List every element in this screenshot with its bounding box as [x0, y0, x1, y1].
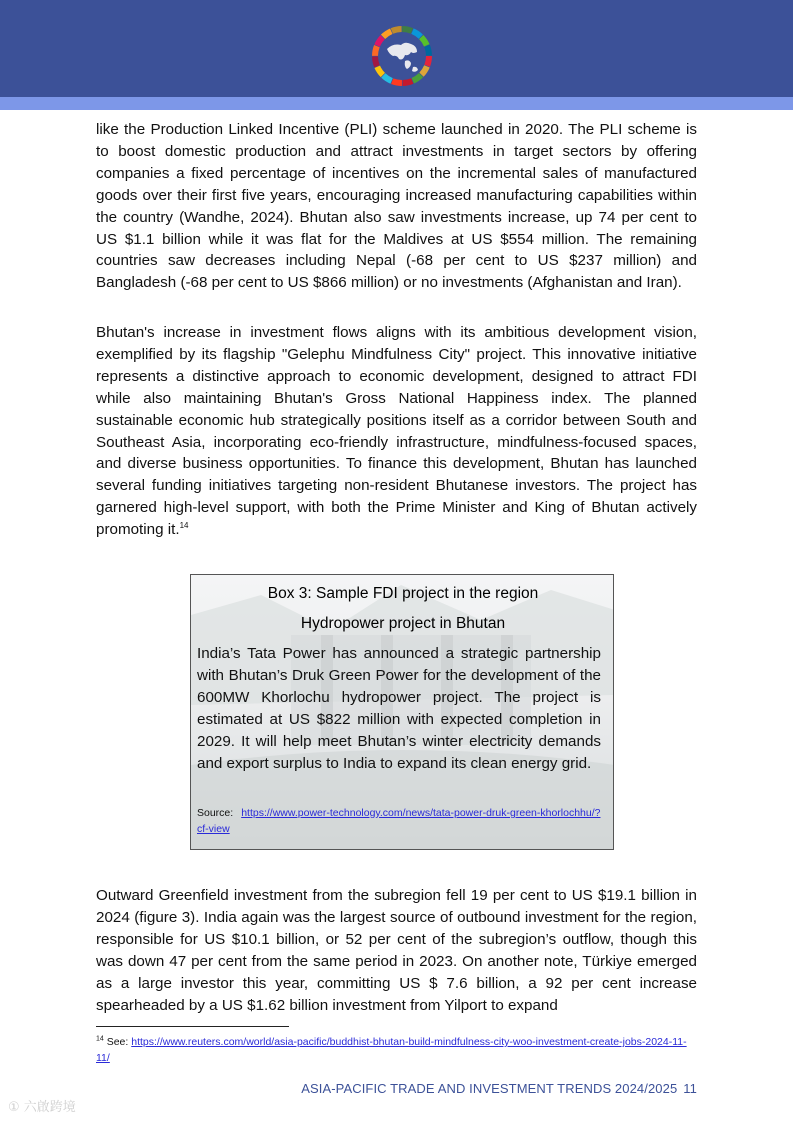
- box-3-fdi-project: [190, 574, 614, 850]
- footnote-link[interactable]: https://www.reuters.com/world/asia-pacific/buddhist-bhutan-build-mindfulness-city-woo-investment-create-jobs-2024-11-11/: [96, 1036, 687, 1064]
- box-subtitle: Hydropower project in Bhutan: [300, 615, 506, 632]
- footnote-divider: [96, 1026, 289, 1027]
- header-stripe: [0, 97, 793, 110]
- paragraph-bhutan-gelephu: [96, 322, 697, 541]
- box-source: [197, 806, 609, 837]
- footnote-ref-14[interactable]: 14: [179, 521, 189, 531]
- footnote-label: See:: [106, 1036, 129, 1048]
- paragraph-pli-scheme: like the Production Linked Incentive (PLI) scheme launched in 2020. The PLI scheme is to boost domestic production and attract investments in target sectors by offering companies a fixed percentage of incentives on the incremental sales of manufactured goods over their first five years, encouraging increased manufacturing capabilities within the country (Wandhe, 2024). Bhutan also saw investments increase, up 74 per cent to US $1.1 billion while it was flat for the Maldives at US $554 million. The remaining countries saw decreases including Nepal (-68 per cent to US $237 million) and Bangladesh (-68 per cent to US $866 million) or no investments (Afghanistan and Iran).: [96, 121, 697, 292]
- page-number: 11: [683, 1081, 697, 1096]
- page-footer: [300, 1081, 697, 1096]
- paragraph-outward-greenfield: Outward Greenfield investment from the subregion fell 19 per cent to US $19.1 billion in 2024 (figure 3). India again was the largest source of outbound investment for the region, responsible for US $10.1 billion, or 52 per cent of the subregion’s outflow, though this was down 47 per cent from the same period in 2023. On another note, Türkiye emerged as a large investor this year, committing US $ 7.6 billion, a 92 per cent increase spearheaded by a US $1.62 billion investment from Yilport to expand: [96, 887, 697, 1014]
- box-title: Box 3: Sample FDI project in the region: [267, 585, 539, 602]
- footnote-number: 14: [96, 1035, 104, 1043]
- box-text: India’s Tata Power has announced a strategic partnership with Bhutan’s Druk Green Power for the development of the 600MW Khorlochu hydropower project. The project is estimated at US $822 million with expected completion in 2029. It will help meet Bhutan’s winter electricity demands and export surplus to India to expand its clean energy grid.: [197, 645, 601, 772]
- footnote-14: [96, 1034, 696, 1066]
- watermark: ① 六啟跨境: [8, 1100, 76, 1115]
- box-source-link[interactable]: https://www.power-technology.com/news/tata-power-druk-green-khorlochhu/?cf-view: [197, 807, 601, 835]
- globe-logo-icon: [371, 25, 433, 87]
- box-source-label: Source:: [197, 807, 234, 819]
- paragraph-bhutan-gelephu-text: Bhutan's increase in investment flows aligns with its ambitious development vision, exemplified by its flagship "Gelephu Mindfulness City" project. This innovative initiative represents a distinctive approach to economic development, designed to attract FDI while also maintaining Bhutan's Gross National Happiness index. The planned sustainable economic hub strategically positions itself as a corridor between South and Southeast Asia, incorporating eco-friendly infrastructure, mindfulness-focused spaces, and diverse business opportunities. To finance this development, Bhutan has launched several funding initiatives targeting non-resident Bhutanese investors. The project has garnered high-level support, with both the Prime Minister and King of Bhutan actively promoting it.: [96, 324, 697, 539]
- footer-title: ASIA-PACIFIC TRADE AND INVESTMENT TRENDS 2024/2025: [301, 1081, 678, 1096]
